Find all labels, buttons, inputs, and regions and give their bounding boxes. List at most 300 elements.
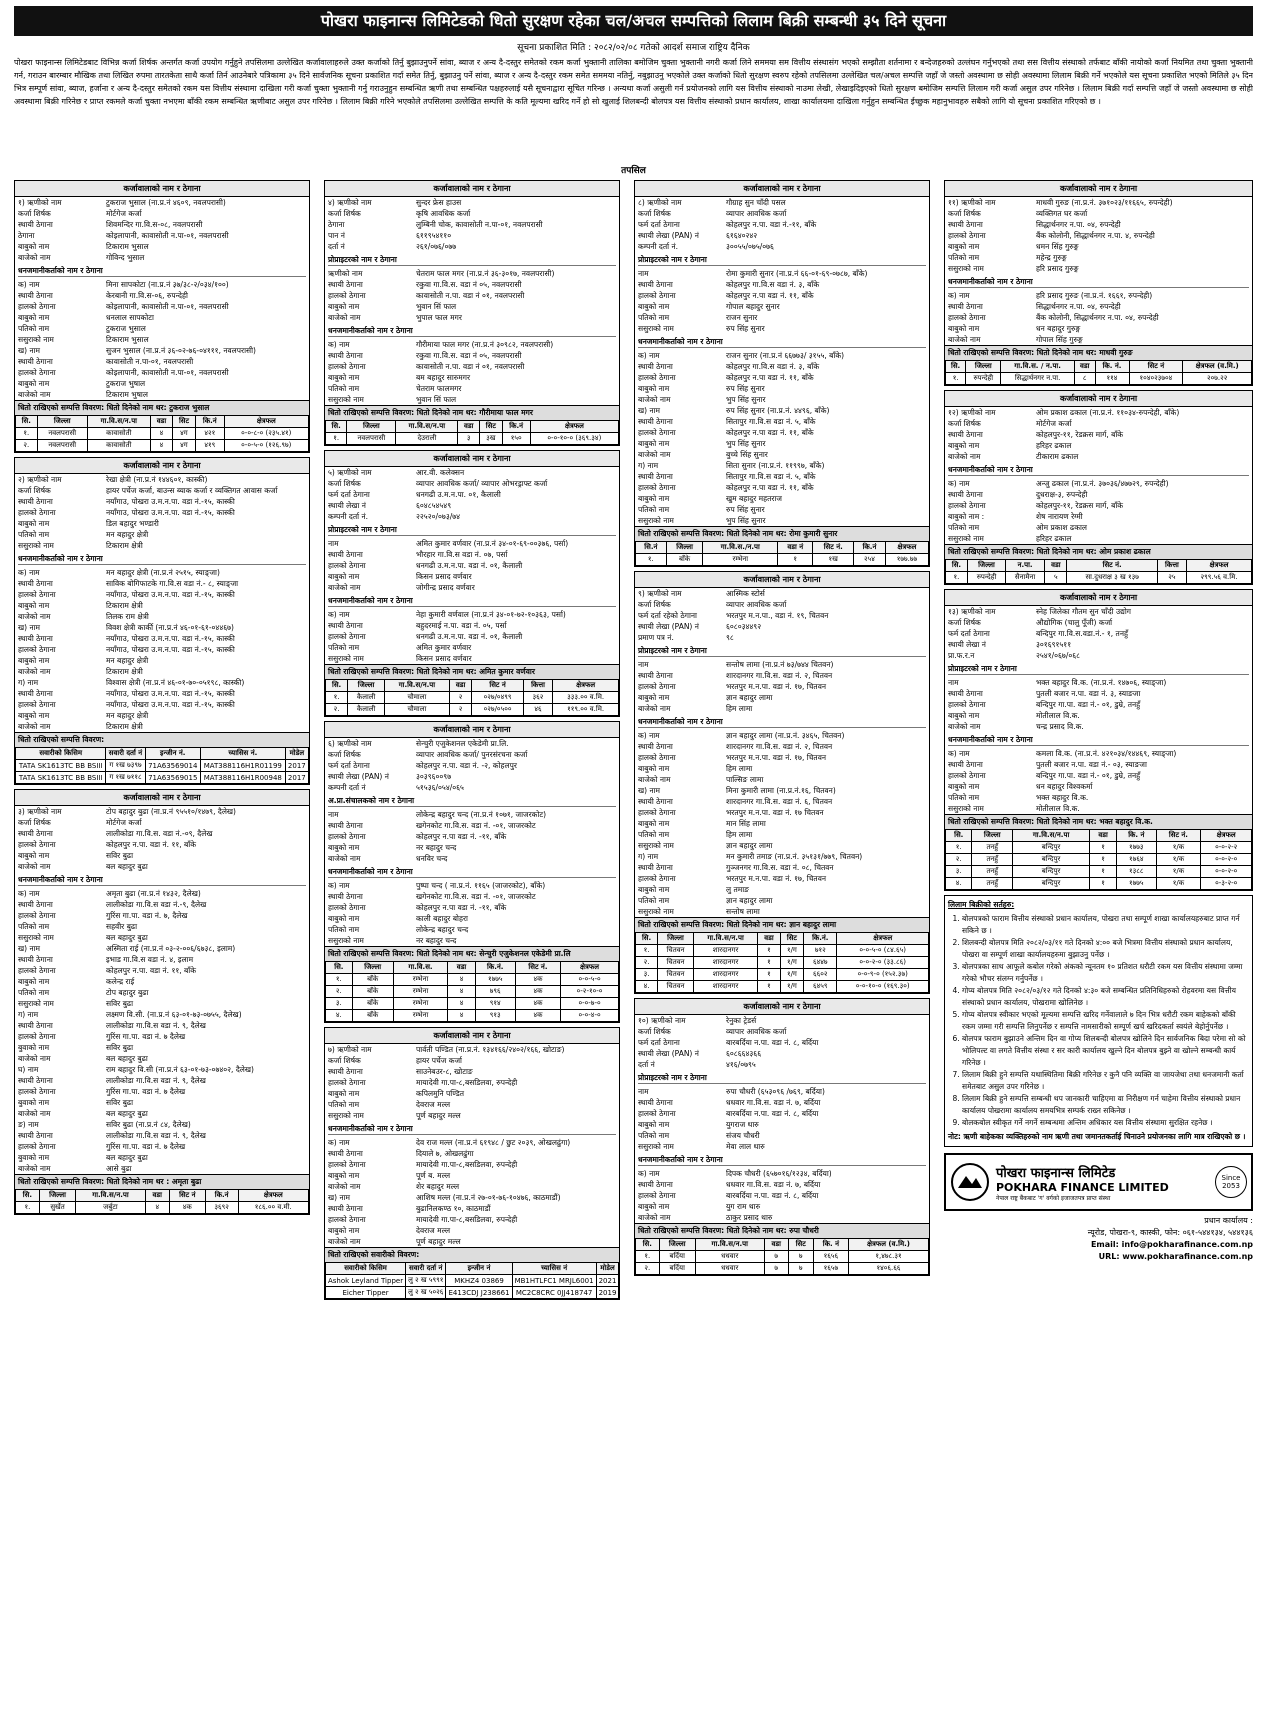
field-value: गोपाल सिंह गुरुङ्ग xyxy=(1036,335,1083,344)
table-row xyxy=(946,572,1252,584)
info-row xyxy=(325,290,619,301)
field-label: बाबुको नाम xyxy=(328,1089,360,1098)
table-cell: ०-०-१०-० (१६९.३०) xyxy=(837,981,929,993)
info-row xyxy=(945,208,1252,219)
field-label: हालको ठेगाना xyxy=(18,645,56,654)
info-row xyxy=(325,339,619,350)
table-cell: १/ग xyxy=(780,945,803,957)
field-value: टिकाराम भुसाल xyxy=(106,242,149,251)
info-row xyxy=(15,998,309,1009)
condition-item: 8. लिलाम बिक्री हुने सम्पत्ति सम्बन्धी थप जानकारी चाहिएमा वा निरीक्षण गर्न चाहेमा वित्तीय संस्थाको प्रधान कार्यालय पोखरामा कार्यालय समयभित्र सम्पर्क राख्न सकिनेछ । xyxy=(962,1093,1249,1117)
table-cell: १/ग xyxy=(780,957,803,969)
note-text: नोट: ऋणी बाहेकका व्यक्तिहरुको नाम ऋणी तथा जमानतकर्ताई चिनाउने प्रयोजनका लागि मात्र राखिएको छ । xyxy=(948,1132,1246,1141)
table-cell: ९१४ xyxy=(475,998,515,1010)
field-label: बाबुको नाम xyxy=(948,441,980,450)
field-value: सुन्दर फ्रेस हाउस xyxy=(416,198,462,207)
table-cell: रम्भेना xyxy=(393,974,448,986)
field-value: ज्ञान बहादुर लामा xyxy=(726,896,773,905)
info-row xyxy=(15,655,309,666)
condition-item: 9. बोलकबोल स्वीकृत गर्ने नगर्ने सम्बन्धमा अन्तिम अधिकार यस वित्तीय संस्थामा सुरक्षित रहनेछ । xyxy=(962,1117,1249,1129)
field-value: बल बहादुर बुढा xyxy=(106,1054,148,1063)
info-row xyxy=(325,760,619,771)
table-cell: Ashok Leyland Tipper xyxy=(326,1275,406,1287)
field-value: गोविन्द भुसाल xyxy=(106,253,145,262)
field-value: सविर बुढा xyxy=(106,1098,134,1107)
field-label: बाजेको नाम xyxy=(638,775,671,784)
field-label: ४) ऋणीको नाम xyxy=(328,198,372,207)
field-label: हालको ठेगाना xyxy=(18,590,56,599)
info-row xyxy=(945,617,1252,628)
info-row xyxy=(325,809,619,820)
field-value: मन कुमारी तमाङ (ना.प्र.नं. ३५१३१/७७९, चितवन) xyxy=(726,852,863,861)
field-label: नाम xyxy=(328,810,339,819)
field-label: स्थायी ठेगाना xyxy=(18,357,53,366)
field-label: स्थायी ठेगाना xyxy=(18,1076,53,1085)
block-heading: कर्जावालाको नाम र ठेगाना xyxy=(15,790,309,806)
field-label: ससुराको नाम xyxy=(638,516,674,525)
field-value: भरतपुर म.न.पा., वडा नं. १९, चितवन xyxy=(726,611,829,620)
field-label: स्थायी ठेगाना xyxy=(328,550,363,559)
field-label: पतिको नाम xyxy=(18,530,50,539)
field-label: हालको ठेगाना xyxy=(638,682,676,691)
info-row xyxy=(325,842,619,853)
field-value: पूर्ण ब. मल्ल xyxy=(416,1171,451,1180)
field-value: सविर बुढा (ना.प्र.नं ८४, दैलेख) xyxy=(106,1120,191,1129)
field-value: ३०१६९१५११ xyxy=(1036,640,1072,649)
table-cell: सैनामैना xyxy=(1005,572,1044,584)
field-value: ओम प्रकाश ढकाल (ना.प्र.नं. ११०३४-रुपन्देही, बाँके) xyxy=(1036,408,1180,417)
field-label: बाजेको नाम xyxy=(18,253,51,262)
field-label: दर्ता नं xyxy=(638,1060,655,1069)
table-header-row xyxy=(636,933,929,945)
field-value: माधवी गुरुङ (ना.प्र.नं. ३७१०२३/११६६५, रुपन्देही) xyxy=(1036,198,1173,207)
table-cell: १ xyxy=(778,554,813,566)
table-cell: ११४ xyxy=(1095,373,1129,385)
field-label: कर्जा शिर्षक xyxy=(18,818,51,827)
info-row xyxy=(15,987,309,998)
table-cell: ७ xyxy=(788,1251,813,1263)
table-cell: १ xyxy=(1090,842,1117,854)
info-row xyxy=(15,888,309,899)
field-label: बाबुको नाम xyxy=(328,843,360,852)
column-header: सि. xyxy=(636,933,658,945)
info-row xyxy=(325,831,619,842)
field-value: धन बहादुर गुरुङ्ग xyxy=(1036,324,1081,333)
table-cell: रम्भेना xyxy=(393,1010,448,1022)
field-value: कोइलापानी, कावासोती न.पा-०१, नवलपरासी xyxy=(106,302,229,311)
field-label: स्थायी ठेगाना xyxy=(638,417,673,426)
info-row xyxy=(325,538,619,549)
info-row xyxy=(15,976,309,987)
table-row xyxy=(326,986,619,998)
column-header: सिट xyxy=(788,1239,813,1251)
table-cell: ४क xyxy=(515,974,560,986)
table-cell: २. xyxy=(946,854,972,866)
info-row xyxy=(15,345,309,356)
info-row xyxy=(945,312,1252,323)
field-label: हालको ठेगाना xyxy=(948,771,986,780)
column-header: गा.वि.स/न.पा xyxy=(87,416,150,428)
info-row xyxy=(15,721,309,732)
column-header: जिल्ला xyxy=(967,560,1005,572)
field-value: नयाँगाउ, पोखरा उ.म.न.पा. वडा नं.-१५, कास्की xyxy=(106,634,235,643)
field-label: २) ऋणीको नाम xyxy=(18,475,62,484)
field-value: युगराज थारु xyxy=(726,1120,759,1129)
field-value: टिकाराम क्षेत्री xyxy=(106,722,143,731)
info-row xyxy=(635,752,929,763)
field-label: स्थायी ठेगाना xyxy=(328,1204,363,1213)
collateral-table xyxy=(635,932,929,993)
field-label: पतिको नाम xyxy=(18,988,50,997)
info-row xyxy=(325,372,619,383)
field-value: २५४१/०६७/०६८ xyxy=(1036,651,1081,660)
table-cell: १५० xyxy=(502,433,530,445)
field-value: शारदानगर गा.वि.स. वडा नं. २, चितवन xyxy=(726,742,833,751)
field-value: भक्त बहादुर वि.क. (ना.प्र.नं. १४७०६, स्याङ्जा) xyxy=(1036,678,1167,687)
field-value: भुवान सिं फाल xyxy=(416,302,457,311)
info-row xyxy=(945,710,1252,721)
field-label: हालको ठेगाना xyxy=(638,808,676,817)
table-cell: ०-०-५-० (८४.६५) xyxy=(837,945,929,957)
table-cell: सुर्खेत xyxy=(39,1202,75,1214)
table-cell: २. xyxy=(326,704,348,716)
table-cell: Eicher Tipper xyxy=(326,1287,406,1299)
field-value: रकुवा गा.वि.स. वडा नं ०५, नवलपरासी xyxy=(416,280,522,289)
info-row xyxy=(325,924,619,935)
field-label: हालको ठेगाना xyxy=(638,428,676,437)
field-value: हिम लामा xyxy=(726,704,753,713)
field-value: मन बहादुर क्षेत्री xyxy=(106,656,149,665)
table-cell: ४क xyxy=(515,986,560,998)
info-row xyxy=(15,389,309,400)
column-header: जिल्ला xyxy=(348,680,385,692)
info-row xyxy=(15,839,309,850)
field-label: ङ) नाम xyxy=(18,1120,39,1129)
field-value: टिकाराम भुषाल xyxy=(106,390,148,399)
condition-item: 3. बोलपत्रका साथ आफूले कबोल गरेको अंकको न्यूनतम १० प्रतिशत धरौटी रकम यस वित्तीय संस्थामा जम्मा गरेको भौचर संलग्न गर्नुपर्नेछ । xyxy=(962,961,1249,985)
table-cell: ०२७/०५०० xyxy=(472,704,523,716)
field-value: व्यापार आवधिक कर्जा xyxy=(726,600,787,609)
table-cell: बर्दिया xyxy=(659,1263,695,1275)
field-value: ४१६/०७९५ xyxy=(726,1060,756,1069)
table-header-row xyxy=(946,830,1252,842)
field-label: बाबुको नाम xyxy=(328,373,360,382)
field-value: साउनेबउर-८, खोटाङ xyxy=(416,1067,473,1076)
field-value: कलेन्द्र राई xyxy=(106,977,135,986)
info-row xyxy=(15,644,309,655)
info-row xyxy=(945,781,1252,792)
website-link[interactable]: URL: www.pokharafinance.com.np xyxy=(1098,1252,1253,1261)
field-label: कर्जा शिर्षक xyxy=(948,419,981,428)
field-value: नर बहादुर चन्द xyxy=(416,936,457,945)
table-cell: लु २ ख ५९९१ xyxy=(406,1275,446,1287)
field-label: स्थायी लेखा (PAN) नं xyxy=(638,231,699,240)
field-label: बाबुको नाम xyxy=(328,1171,360,1180)
table-cell: जर्बुटा xyxy=(76,1202,145,1214)
column-header: वडा xyxy=(758,933,780,945)
info-row xyxy=(635,1190,929,1201)
field-label: क) नाम xyxy=(328,881,350,890)
info-row xyxy=(15,323,309,334)
info-row xyxy=(635,895,929,906)
field-value: पुष्पा चन्द ( ना.प्र.नं. ११६५ (जाजरकोट), बाँके) xyxy=(416,881,546,890)
info-row xyxy=(945,792,1252,803)
info-row xyxy=(15,1163,309,1174)
table-cell: १. xyxy=(946,373,966,385)
table-cell: ०-०-९-० (१५२.३७) xyxy=(837,969,929,981)
table-cell: १. xyxy=(636,554,667,566)
table-cell: १०४०२३७०४ xyxy=(1129,373,1183,385)
info-row xyxy=(945,489,1252,500)
borrower-block xyxy=(324,450,620,717)
since-badge: Since 2053 xyxy=(1215,1166,1247,1198)
info-row xyxy=(635,1097,929,1108)
info-row xyxy=(635,383,929,394)
publication-date: सूचना प्रकाशित मिति : २०८२/०२/०८ गतेको आदर्श समाज राष्ट्रिय दैनिक xyxy=(517,43,750,53)
field-label: हालको ठेगाना xyxy=(328,632,366,641)
info-row xyxy=(635,1048,929,1059)
info-row xyxy=(15,921,309,932)
borrower-block xyxy=(944,589,1253,891)
field-value: कोहलपुर न.पा वडा नं. ११, बाँके xyxy=(726,483,814,492)
info-row xyxy=(945,478,1252,489)
info-row xyxy=(635,763,929,774)
field-label: बाजेको नाम xyxy=(328,854,361,863)
section-heading: प्रोप्राइटरको नाम र ठेगाना xyxy=(638,646,926,657)
schedule-heading: तपसिल xyxy=(621,166,646,176)
section-heading: प्रोप्राइटरको नाम र ठेगाना xyxy=(328,255,616,266)
info-row xyxy=(635,504,929,515)
table-cell: ०-२-१०-० xyxy=(561,986,619,998)
table-cell: १३८८ xyxy=(1117,866,1156,878)
info-row xyxy=(635,884,929,895)
borrower-block xyxy=(14,789,310,1215)
field-label: ससुराको नाम xyxy=(948,264,984,273)
table-header-row xyxy=(16,1190,309,1202)
info-row xyxy=(635,1201,929,1212)
collateral-heading: धितो राखिएको सम्पत्ति विवरण: धितो दिनेको नाम थर: सेन्चुरी एजुकेशनल एकेडेमी प्रा.लि xyxy=(325,946,619,961)
field-value: सन्तोष लामा xyxy=(726,907,760,916)
info-row xyxy=(15,334,309,345)
table-row xyxy=(636,945,929,957)
info-row xyxy=(635,1179,929,1190)
field-label: ग) नाम xyxy=(638,461,659,470)
column-header: वडा xyxy=(1074,361,1095,373)
intro-paragraph: पोखरा फाइनान्स लिमिटेडबाट विभिन्न कर्जा शिर्षक अन्तर्गत कर्जा उपयोग गर्नुहुने तपसिलमा उल्लेखित कर्जावालाहरुले उक्त कर्जाको तिर्नु बुझाउनुपर्ने सांवा, ब्याज र अन्य दै-दस्तुर समेतको रकम कर्जा भुक्तानी तालिका बमोजिम चुक्ता भुक्तानी नगरी कर्जा लिने सममया सम वित्तीय संस्थासंग भएको सम्झौता शर्तनामा र बन्देजहरुको उल्लंघन गर्नुभएको तथा सस वित्तीय संस्थाको तर्फबाट बाँकी नायोको कर्जा नियमित तथा चुक्ता भुक्तानी गर्न, गराउन बारम्बार मौखिक तथा लिखित रुपमा तारतकेता साथै कर्जा तिर्न आउनेबारे पत्रिकामा ३५ दिने सार्वजनिक सूचना प्रकाशित गर्दा समेत तिर्नु, बुझाउनु पर्ने सांवा, ब्याज र अन्य दै-दस्तुर रकम समेत सममया नतिर्नु, नबुझाउनु भएकोले उक्त कर्जाको धितो सुरक्षण स्वरुप रहेको तपसिलमा उल्लेखित चल/अचल सम्पत्ति जहाँ जे जस्तो अवस्थामा छ सोही अवस्थामा लिलाम बिक्री गर्ने भएकोले यस सूचना प्रकाशित भएको मितिले ३५ दिन भित्र सम्पूर्ण सांवा, ब्याज, हर्जाना र अन्य दै-दस्तुर समेतको रकम यस वित्तीय संस्थामा दाखिला गरी कर्जा चुक्ता भुक्तानी गर्नु गराउनुहुन सम्बन्धित ऋणी तथा सम्बन्धित पक्षहरुलाई यसै सूचनाद्वारा सूचित गरिन्छ । अन्यथा कर्जा असुली गर्न प्रयोजनको लागि यस वित्तीय संस्थाको नाउमा लेखी, लेखाइदिइएको धितो सुरक्षण बमोजिम सम्पत्ति लिलाम गरी कर्जा असुल उपर गरिनेछ । लिलाम बिक्री गर्दा सम्पत्ति जहाँ जे जस्तो अवस्थामा छ सोही अवस्थामा बिक्री गरिनेछ र प्राप्त रकमले कर्जा चुक्ता नभएमा बाँकी रकम सम्बन्धित ऋणीबाट असुल उपर गरिनेछ । लिलाम बिक्री गरिने भएकोले तपसिलमा उल्लेखित सम्पत्ति के कति मूल्यमा खरिद गर्ने हो सो खुलाई शिलबन्दी बोलपत्र यस वित्तीय संस्थाको प्रधान कार्यालय, शाखा कार्यालयमा दाखिला गर्नुहुन सम्बन्धित ईच्छुक महानुभावहरु सबैको लागि यो सूचना प्रकाशित गरिएको छ । xyxy=(14,58,1253,106)
table-header-row xyxy=(326,962,619,974)
field-label: स्थायी ठेगाना xyxy=(638,472,673,481)
field-value: ३०३९६००९७ xyxy=(416,772,452,781)
field-label: कर्जा शिर्षक xyxy=(328,1056,361,1065)
field-label: फर्म दर्ता ठेगाना xyxy=(638,1038,680,1047)
info-row xyxy=(945,301,1252,312)
table-row xyxy=(326,1287,619,1299)
field-label: पतिको नाम xyxy=(328,925,360,934)
field-value: सितापुर गा.वि.स वडा नं. ५, बाँके xyxy=(726,417,816,426)
table-cell: ८ xyxy=(1074,373,1095,385)
field-value: बैंक कोलोनी, सिद्धार्थनगर न.पा. ४, रुपन्देही xyxy=(1036,231,1155,240)
table-cell: ४ग xyxy=(172,440,195,452)
condition-item: 5. गोप्य बोलपत्र स्वीकार भएको मूल्यमा सम्पत्ति खरिद गर्नेवालाले ७ दिन भित्र धरौटी रकम बाहेकको बाँकी रकम जम्मा गरी सम्पत्ति लिनुपर्नेछ र सम्पत्ति नामसारीको सम्पूर्ण खर्च खरिदकर्ता स्वयंले बेहोर्नुपर्नेछ । xyxy=(962,1009,1249,1033)
info-row xyxy=(15,910,309,921)
info-row xyxy=(15,817,309,828)
field-value: शेष नारायण रेग्मी xyxy=(1036,512,1083,521)
field-label: ८) ऋणीको नाम xyxy=(638,198,682,207)
field-label: ससुराको नाम xyxy=(328,1111,364,1120)
column-header: गा.वि.स. / न.पा. xyxy=(1001,361,1075,373)
field-label: हालको ठेगाना xyxy=(18,368,56,377)
column-header: सि. xyxy=(326,962,353,974)
column-header: च्यासिस नं. xyxy=(200,748,285,760)
table-cell: MAT388116H1R01199 xyxy=(200,760,285,772)
field-label: कर्जा शिर्षक xyxy=(948,618,981,627)
condition-item: 1. बोलपत्रको फाराम वित्तीय संस्थाको प्रधान कार्यालय, पोखरा तथा सम्पूर्ण शाखा कार्यालयहरुबाट प्राप्त गर्न सकिने छ । xyxy=(962,913,1249,937)
borrower-block xyxy=(14,457,310,785)
info-row xyxy=(325,268,619,279)
field-value: भरतपुर म.न.पा. वडा नं. १७, चितवन xyxy=(726,682,827,691)
info-row xyxy=(945,334,1252,345)
field-label: स्थायी ठेगाना xyxy=(948,689,983,698)
column-header: सिट नं. xyxy=(1067,560,1157,572)
table-cell: MC2C8CRC 0JJ418747 xyxy=(512,1287,596,1299)
column-header: मोडेल xyxy=(285,748,308,760)
table-cell: १ख xyxy=(813,554,854,566)
info-row xyxy=(635,785,929,796)
table-cell: १. xyxy=(326,974,353,986)
field-label: ९) ऋणीको नाम xyxy=(638,589,682,598)
table-cell: बन्दिपुर xyxy=(1012,842,1089,854)
field-label: स्थायी ठेगाना xyxy=(18,634,53,643)
info-row xyxy=(325,582,619,593)
info-row xyxy=(635,1086,929,1097)
field-label: बाजेको नाम xyxy=(18,862,51,871)
table-cell: ४ग xyxy=(172,428,195,440)
field-value: देवराज मल्ल xyxy=(416,1226,451,1235)
column-header: कित्ता xyxy=(1157,560,1186,572)
field-value: बहुदरमाई न.पा. वडा नं. ०५, पर्सा xyxy=(416,621,507,630)
field-value: पाल्सिङ लामा xyxy=(726,775,764,784)
table-cell: बाँके xyxy=(352,974,393,986)
field-label: ठेगाना xyxy=(18,231,35,240)
borrower-block xyxy=(324,180,620,446)
info-row xyxy=(945,511,1252,522)
field-label: स्थायी ठेगाना xyxy=(18,1131,53,1140)
field-label: हालको ठेगाना xyxy=(638,874,676,883)
column-header: मोडेल xyxy=(596,1263,619,1275)
info-row xyxy=(635,471,929,482)
field-label: स्थायी ठेगाना xyxy=(638,797,673,806)
field-value: सेन्चुरी एजुकेशनल एकेडेमी प्रा.लि. xyxy=(416,739,509,748)
collateral-heading: धितो राखिएको सम्पत्ति विवरण: धितो दिनेको नाम थर: रुपा चौधरी xyxy=(635,1223,929,1238)
field-value: मायादेवी गा.पा-८,बसडिलवा, रुपन्देही xyxy=(416,1160,518,1169)
column-header: सि. xyxy=(946,361,966,373)
table-cell: २ xyxy=(449,704,472,716)
block-heading: कर्जावालाको नाम र ठेगाना xyxy=(325,181,619,197)
field-label: पतिको नाम xyxy=(638,1131,670,1140)
info-row xyxy=(635,1015,929,1026)
field-label: बाबुको नाम xyxy=(18,379,50,388)
field-label: स्थायी ठेगाना xyxy=(638,1180,673,1189)
column-header: गा.वि.स./न.पा xyxy=(703,542,778,554)
field-value: देवराज मल्ल xyxy=(416,1100,451,1109)
condition-item: 6. बोलपत्र फाराम बुझाउने अन्तिम दिन वा गोप्य शिलबन्दी बोलपत्र खोलिने दिन सार्वजनिक बिदा परेमा सो को भोलिपल्ट वा लगते वित्तीय संस्था र सर कारी कार्यालय खुल्ने दिन बोलपत्र बुझ्ने वा खोल्ने सम्बन्धी कार्य गरिनेछ । xyxy=(962,1033,1249,1069)
field-value: खगेनकोट गा.वि.स. वडा नं. -०१, जाजरकोट xyxy=(416,892,536,901)
field-label: बाबुको नाम xyxy=(948,711,980,720)
column-header: सवारीको किसिम xyxy=(326,1263,406,1275)
field-label: हालको ठेगाना xyxy=(18,700,56,709)
field-label: क) नाम xyxy=(638,731,660,740)
field-label: १२) ऋणीको नाम xyxy=(948,408,996,417)
field-value: विवश क्षेत्री कार्की (ना.प्र.नं ४६-०१-६१-०४४६७) xyxy=(106,623,234,632)
field-value: कोहलपुर न.पा वडा नं. ११, बाँके xyxy=(726,291,814,300)
info-row xyxy=(635,741,929,752)
table-cell: ०-०-२-० (३३.८६) xyxy=(837,957,929,969)
field-value: सितापुर गा.वि.स वडा नं. ५, बाँके xyxy=(726,472,816,481)
field-label: ख) नाम xyxy=(638,406,661,415)
section-heading: प्रोप्राइटरको नाम र ठेगाना xyxy=(638,1073,926,1084)
info-row xyxy=(325,902,619,913)
info-row xyxy=(945,522,1252,533)
table-cell: ४. xyxy=(946,878,972,890)
field-value: मन बहादुर क्षेत्री xyxy=(106,711,149,720)
table-cell: चितवन xyxy=(658,957,694,969)
column-2 xyxy=(324,180,620,1710)
info-row xyxy=(15,378,309,389)
field-value: रुप सिंह सुनार (ना.प्र.नं. ४४९६, बाँके) xyxy=(726,406,830,415)
table-cell: देउराली xyxy=(396,433,458,445)
info-row xyxy=(15,496,309,507)
field-value: अमृता बुढा (ना.प्र.नं १४३२, दैलेख) xyxy=(106,889,201,898)
info-row xyxy=(15,241,309,252)
table-cell: १७६४ xyxy=(1117,854,1156,866)
field-value: सविर बुढा xyxy=(106,1043,134,1052)
field-value: पार्वती पण्डित (ना.प्र.नं. १३४१६६/२४०२/१६६, खोटाङ) xyxy=(416,1045,565,1054)
field-value: व्यापार आवधिक कर्जा xyxy=(726,209,787,218)
info-row xyxy=(15,1119,309,1130)
table-cell: २. xyxy=(636,1263,660,1275)
table-cell: ४ xyxy=(150,428,172,440)
column-header: क्षेत्रफल xyxy=(561,962,619,974)
column-header: वडा xyxy=(1045,560,1067,572)
info-row xyxy=(15,611,309,622)
email-link[interactable]: Email: info@pokharafinance.com.np xyxy=(1090,1240,1253,1249)
info-row xyxy=(15,567,309,578)
info-row xyxy=(635,279,929,290)
table-cell: १४०६.६६ xyxy=(848,1263,928,1275)
column-header: गा.वि.स. xyxy=(393,962,448,974)
table-cell: तनहुँ xyxy=(972,878,1013,890)
field-label: स्थायी ठेगाना xyxy=(328,821,363,830)
field-label: ग) नाम xyxy=(18,678,39,687)
field-label: स्थायी ठेगाना xyxy=(18,1021,53,1030)
table-cell: ०-०-७-० xyxy=(561,998,619,1010)
field-value: देव राज मल्ल (ना.प्र.नं ६१९४८ / छुट २०३९, ओखलढुंगा) xyxy=(416,1138,571,1147)
info-row xyxy=(635,851,929,862)
field-label: हालको ठेगाना xyxy=(638,373,676,382)
table-cell: ४ xyxy=(448,974,475,986)
field-label: स्थायी ठेगाना xyxy=(948,430,983,439)
field-value: भक्त बहादुर वि.क. xyxy=(1036,793,1089,802)
field-label: ग) नाम xyxy=(638,852,659,861)
field-label: बुवाको नाम xyxy=(18,1153,50,1162)
info-row xyxy=(945,533,1252,544)
field-label: ६) ऋणीको नाम xyxy=(328,739,372,748)
collateral-heading: धितो राखिएको सम्पत्ति विवरण: धितो दिनेको नाम थर: ज्ञान बहादुर लामा xyxy=(635,917,929,932)
field-value: खगेनकोट गा.वि.स. वडा नं. -०१, जाजरकोट xyxy=(416,821,536,830)
section-heading: धनजमानीकर्ताको नाम र ठेगाना xyxy=(18,266,306,277)
table-row xyxy=(16,760,309,772)
column-header: सवारीको किसिम xyxy=(16,748,106,760)
